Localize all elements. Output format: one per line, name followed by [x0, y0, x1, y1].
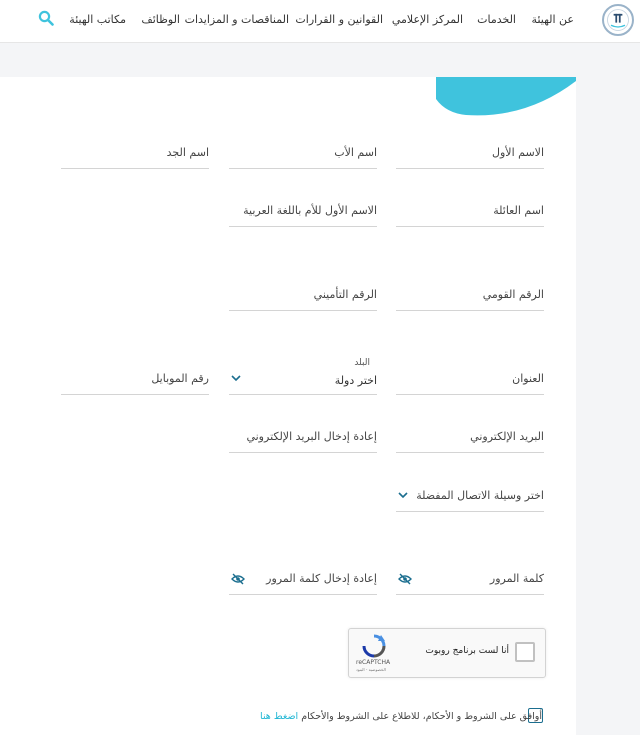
chevron-down-icon: [398, 490, 408, 500]
email-label: البريد الإلكتروني: [470, 430, 544, 443]
nav-media-center[interactable]: المركز الإعلامي: [391, 13, 463, 26]
nav-jobs[interactable]: الوظائف: [141, 13, 180, 26]
mobile-field[interactable]: [61, 368, 209, 395]
top-navbar: [0, 0, 640, 43]
recaptcha-logo-icon: [361, 633, 387, 659]
first-name-label: الاسم الأول: [492, 146, 544, 159]
mother-first-name-field[interactable]: [229, 200, 377, 227]
insurance-number-field[interactable]: [229, 284, 377, 311]
father-name-field[interactable]: [229, 142, 377, 169]
national-id-label: الرقم القومي: [482, 288, 544, 301]
terms-link[interactable]: اضغط هنا: [260, 711, 299, 722]
chevron-down-icon: [231, 373, 241, 383]
authority-logo[interactable]: [602, 4, 634, 36]
father-name-label: اسم الأب: [334, 146, 377, 159]
recaptcha-checkbox[interactable]: [515, 642, 535, 662]
password-confirm-label: إعادة إدخال كلمة المرور: [266, 572, 377, 585]
contact-method-select[interactable]: [396, 485, 544, 512]
nav-offices[interactable]: مكاتب الهيئة: [69, 13, 126, 26]
terms-text: [260, 711, 542, 722]
country-label: البلد: [354, 358, 370, 368]
family-name-field[interactable]: [396, 200, 544, 227]
nav-tenders-auctions[interactable]: المناقصات و المزايدات: [184, 13, 289, 26]
address-field[interactable]: [396, 368, 544, 395]
mobile-label: رقم الموبايل: [151, 372, 209, 385]
email-field[interactable]: [396, 426, 544, 453]
mother-first-name-label: الاسم الأول للأم باللغة العربية: [243, 204, 377, 217]
decorative-wave: [436, 77, 576, 117]
logo-emblem-icon: [604, 6, 632, 34]
recaptcha-brand: reCAPTCHA: [356, 659, 391, 666]
recaptcha-privacy-terms[interactable]: الخصوصية - البنود: [356, 667, 386, 672]
contact-method-label: اختر وسيلة الاتصال المفضلة: [416, 489, 544, 502]
country-selected-value: اختر دولة: [334, 374, 377, 387]
password-field[interactable]: [396, 568, 544, 595]
family-name-label: اسم العائلة: [493, 204, 544, 217]
terms-label: أوافق على الشروط و الأحكام، للاطلاع على الشروط والأحكام: [301, 711, 542, 722]
nav-services[interactable]: الخدمات: [477, 13, 516, 26]
first-name-field[interactable]: [396, 142, 544, 169]
recaptcha-label: أنا لست برنامج روبوت: [425, 646, 509, 656]
recaptcha-widget: [348, 628, 546, 678]
address-label: العنوان: [512, 372, 544, 385]
grandfather-name-field[interactable]: [61, 142, 209, 169]
email-confirm-field[interactable]: [229, 426, 377, 453]
grandfather-name-label: اسم الجد: [166, 146, 209, 159]
password-confirm-field[interactable]: [229, 568, 377, 595]
eye-slash-icon[interactable]: [398, 573, 412, 585]
country-select[interactable]: [229, 368, 377, 395]
national-id-field[interactable]: [396, 284, 544, 311]
search-icon[interactable]: [38, 10, 54, 26]
password-label: كلمة المرور: [489, 572, 544, 585]
insurance-number-label: الرقم التأميني: [313, 288, 377, 301]
nav-laws-decisions[interactable]: القوانين و القرارات: [295, 13, 383, 26]
eye-slash-icon[interactable]: [231, 573, 245, 585]
nav-about[interactable]: عن الهيئة: [531, 13, 574, 26]
email-confirm-label: إعادة إدخال البريد الإلكتروني: [246, 430, 377, 443]
